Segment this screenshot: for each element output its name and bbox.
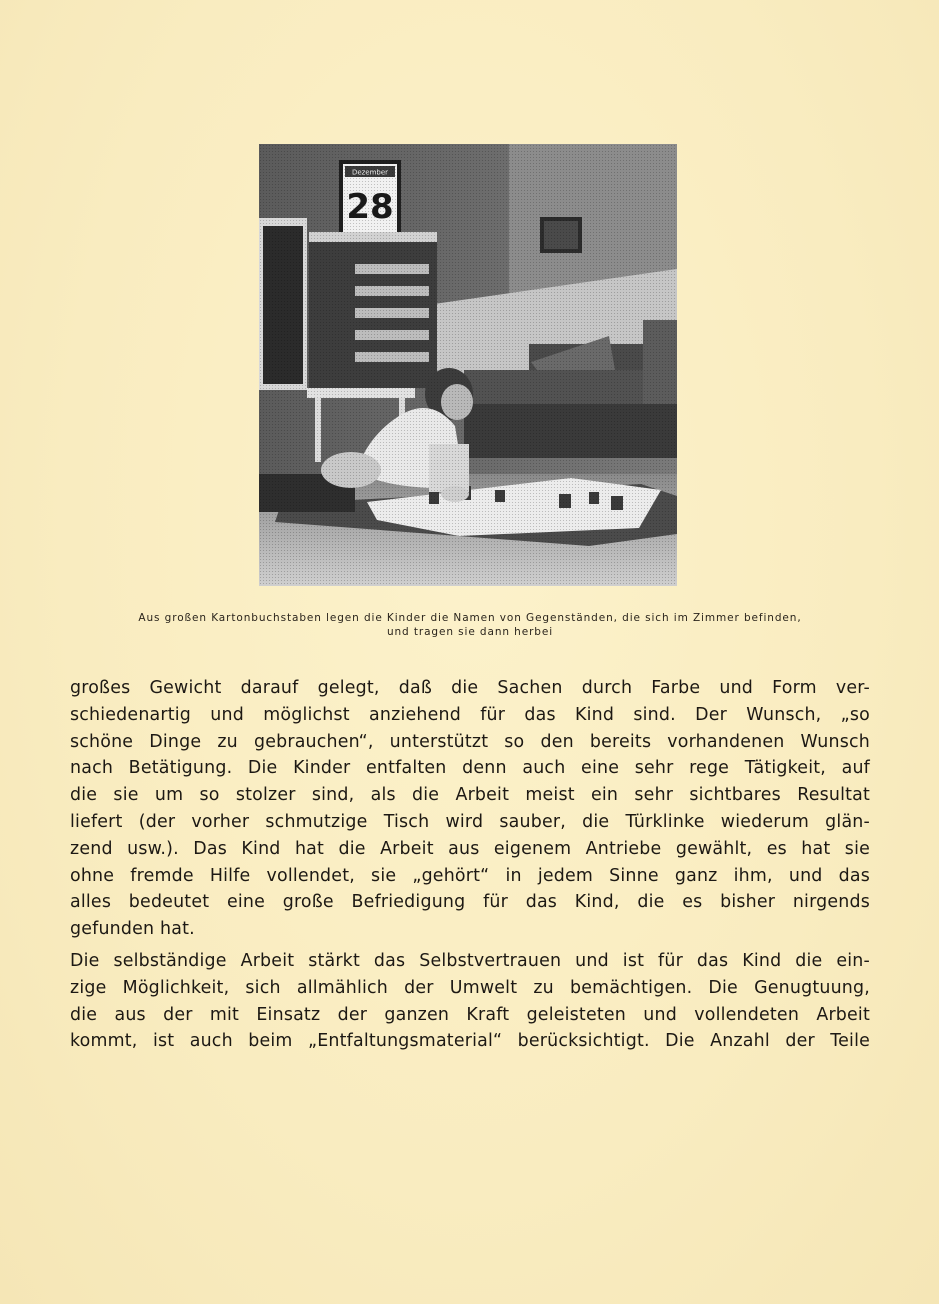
text-line: die sie um so stolzer sind, als die Arbeit meist ein sehr sichtbares Resultat (70, 785, 870, 806)
photo-child-playing-with-letters (259, 144, 677, 586)
text-line: alles bedeutet eine große Befriedigung für das Kind, die es bisher nirgends (70, 892, 870, 913)
halftone-photograph (259, 144, 677, 586)
caption-line-1: Aus großen Kartonbuchstaben legen die Kinder die Namen von Gegenständen, die sich im Zimmer befinden, (138, 612, 802, 624)
body-text (70, 675, 870, 1055)
text-line: gefunden hat. (70, 919, 195, 940)
paragraph-2 (70, 948, 870, 1055)
text-line: zend usw.). Das Kind hat die Arbeit aus eigenem Antriebe gewählt, es hat sie (70, 838, 870, 859)
text-line: Die selbständige Arbeit stärkt das Selbstvertrauen und ist für das Kind die ein- (70, 950, 870, 971)
text-line: liefert (der vorher schmutzige Tisch wird sauber, die Türklinke wiederum glän- (70, 811, 870, 832)
text-line: großes Gewicht darauf gelegt, daß die Sachen durch Farbe und Form ver- (70, 678, 870, 698)
text-line: die aus der mit Einsatz der ganzen Kraft geleisteten und vollendeten Arbeit (70, 1004, 870, 1025)
caption-line-2: und tragen sie dann herbei (386, 626, 554, 638)
paragraph-1 (70, 675, 870, 943)
text-line: kommt, ist auch beim „Entfaltungsmaterial“ berücksichtigt. Die Anzahl der Teile (70, 1031, 870, 1052)
text-line: zige Möglichkeit, sich allmählich der Umwelt zu bemächtigen. Die Genugtuung, (70, 977, 870, 998)
text-line: schiedenartig und möglichst anziehend für das Kind sind. Der Wunsch, „so (70, 704, 870, 725)
photo-caption (90, 611, 850, 639)
text-line: schöne Dinge zu gebrauchen“, unterstützt so den bereits vorhandenen Wunsch (70, 731, 870, 752)
text-line: nach Betätigung. Die Kinder entfalten denn auch eine sehr rege Tätigkeit, auf (70, 758, 870, 779)
text-line: ohne fremde Hilfe vollendet, sie „gehört“ in jedem Sinne ganz ihm, und das (70, 865, 870, 886)
